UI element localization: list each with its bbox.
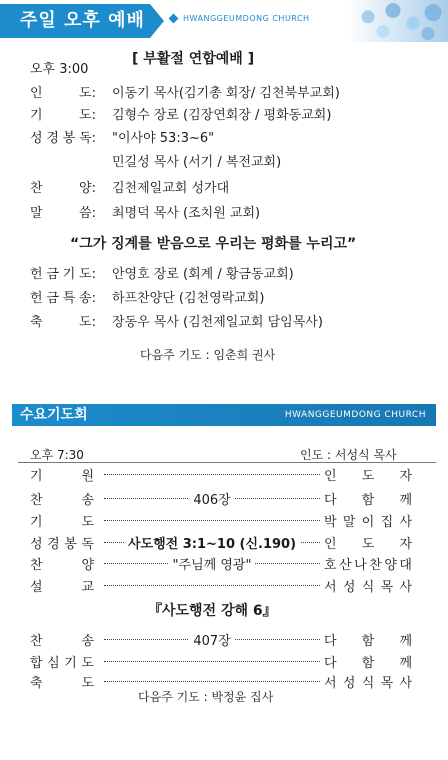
value-char: 함 <box>361 634 375 649</box>
label-char: 경 <box>46 131 59 146</box>
order-row-detail <box>104 630 320 649</box>
label-char: 교 <box>81 580 94 595</box>
label-char: 찬 <box>30 634 43 649</box>
value-char: 목 <box>380 580 394 595</box>
order-row-value <box>324 465 412 484</box>
order-row <box>30 533 412 551</box>
order-row-detail-text: 406장 <box>189 493 234 508</box>
label-char: 기 <box>62 267 76 282</box>
sunday-time: 오후 3:00 <box>30 62 89 77</box>
order-row-value <box>324 630 412 649</box>
value-char: 찬 <box>369 558 382 573</box>
label-char: 합 <box>30 656 43 671</box>
value-char: 께 <box>399 634 412 649</box>
order-row-value <box>324 533 412 552</box>
service-row-label <box>30 202 96 221</box>
order-row-value <box>324 672 412 691</box>
label-char: 도: <box>79 108 96 123</box>
order-row-label <box>30 672 94 691</box>
service-row <box>30 287 430 307</box>
label-char: 헌 <box>30 291 43 306</box>
order-row-detail-text: 사도행전 3:1~10 (신.190) <box>124 537 300 552</box>
value-char: 성 <box>342 676 356 691</box>
order-row-detail <box>104 533 320 552</box>
value-char: 도 <box>361 469 375 484</box>
label-char: 성 <box>30 131 43 146</box>
label-char: 씀: <box>79 206 96 221</box>
service-row-label <box>30 104 96 123</box>
service-row-label <box>30 82 96 101</box>
order-row-label <box>30 489 94 508</box>
value-char: 식 <box>361 580 375 595</box>
order-row <box>30 511 412 529</box>
value-char: 함 <box>361 493 375 508</box>
wednesday-divider <box>18 462 436 463</box>
order-row-value <box>324 511 412 530</box>
order-row-detail <box>104 554 320 573</box>
order-row-label <box>30 554 94 573</box>
label-char: 도: <box>79 267 96 282</box>
sunday-event-title: [ 부활절 연합예배 ] <box>132 51 255 67</box>
service-row <box>30 127 430 147</box>
label-char: 양: <box>79 181 96 196</box>
service-row-text: 민길성 목사 (서기 / 복전교회) <box>112 155 282 170</box>
service-row-text: 김천제일교회 성가대 <box>112 181 230 196</box>
value-char: 목 <box>380 676 394 691</box>
order-row-label <box>30 533 94 552</box>
wednesday-sermon-title: 『사도행전 강해 6』 <box>148 603 277 619</box>
value-char: 이 <box>361 515 375 530</box>
dotted-leader <box>104 661 320 662</box>
sunday-sermon-title: “그가 징계를 받음으로 우리는 평화를 누리고” <box>70 236 357 252</box>
order-row-value <box>324 652 412 671</box>
label-char: 원 <box>81 469 94 484</box>
value-char: 사 <box>399 580 412 595</box>
label-char: 찬 <box>30 493 43 508</box>
wednesday-leader: 인도 : 서성식 목사 <box>300 448 397 462</box>
service-row <box>30 104 430 124</box>
service-row-label <box>30 287 96 306</box>
label-char: 봉 <box>64 537 77 552</box>
label-char: 찬 <box>30 181 43 196</box>
value-char: 산 <box>339 558 352 573</box>
label-char: 기 <box>30 469 43 484</box>
service-row-text: 장동우 목사 (김천제일교회 담임목사) <box>112 315 323 330</box>
label-char: 도: <box>79 315 96 330</box>
order-row-value <box>324 489 412 508</box>
diamond-logo-icon <box>169 14 179 24</box>
service-row <box>30 311 430 331</box>
order-row <box>30 554 412 572</box>
service-row-text: 이동기 목사(김기총 회장/ 김천북부교회) <box>112 86 340 101</box>
service-row-text: 하프찬양단 (김천영락교회) <box>112 291 265 306</box>
order-row-detail-text: 407장 <box>189 634 234 649</box>
label-char: 설 <box>30 580 43 595</box>
value-char: 성 <box>342 580 356 595</box>
sunday-section-title: 주일 오후 예배 <box>0 4 150 38</box>
label-char: 도 <box>81 515 94 530</box>
label-char: 금 <box>46 291 59 306</box>
value-char: 자 <box>399 537 412 552</box>
value-char: 도 <box>361 537 375 552</box>
value-char: 께 <box>399 656 412 671</box>
order-row-label <box>30 630 94 649</box>
value-char: 인 <box>324 469 337 484</box>
wednesday-header-bar <box>12 404 436 426</box>
sunday-next-prayer: 다음주 기도 : 임춘희 권사 <box>140 348 276 362</box>
value-char: 인 <box>324 537 337 552</box>
label-char: 인 <box>30 86 43 101</box>
value-char: 사 <box>399 515 412 530</box>
value-char: 호 <box>324 558 337 573</box>
label-char: 봉 <box>62 131 76 146</box>
service-row-text: 최명덕 목사 (조치원 교회) <box>112 206 261 221</box>
label-char: 송 <box>81 634 94 649</box>
value-char: 양 <box>384 558 397 573</box>
order-row-detail <box>104 489 320 508</box>
value-char: 사 <box>399 676 412 691</box>
dotted-leader <box>104 520 320 521</box>
value-char: 나 <box>354 558 367 573</box>
value-char: 식 <box>361 676 375 691</box>
value-char: 박 <box>324 515 337 530</box>
value-char: 서 <box>324 676 337 691</box>
label-char: 말 <box>30 206 43 221</box>
service-row-label <box>30 127 96 146</box>
label-char: 축 <box>30 315 43 330</box>
value-char: 다 <box>324 634 337 649</box>
order-row <box>30 465 412 483</box>
label-char: 기 <box>30 108 43 123</box>
service-row-text: 안영호 장로 (회계 / 황금동교회) <box>112 267 294 282</box>
label-char: 찬 <box>30 558 43 573</box>
order-row-detail-text: "주님께 영광" <box>169 558 256 573</box>
order-row-label <box>30 576 94 595</box>
order-row-label <box>30 511 94 530</box>
label-char: 기 <box>30 515 43 530</box>
value-char: 께 <box>399 493 412 508</box>
wednesday-time: 오후 7:30 <box>30 448 84 462</box>
order-row <box>30 630 412 648</box>
hydrangea-decoration-image <box>348 0 448 42</box>
church-name: HWANGGEUMDONG CHURCH <box>183 14 310 23</box>
dotted-leader <box>104 681 320 682</box>
order-row-value <box>324 576 412 595</box>
label-char: 독: <box>79 131 96 146</box>
label-char: 경 <box>47 537 60 552</box>
label-char: 도: <box>79 86 96 101</box>
wednesday-next-prayer: 다음주 기도 : 박정윤 집사 <box>138 690 274 704</box>
value-char: 대 <box>399 558 412 573</box>
label-char: 기 <box>64 656 77 671</box>
service-row-label <box>30 263 96 282</box>
value-char: 서 <box>324 580 337 595</box>
dotted-leader <box>104 474 320 475</box>
service-row-text: 김형수 장로 (김장연회장 / 평화동교회) <box>112 108 332 123</box>
service-row <box>30 263 430 283</box>
value-char: 함 <box>361 656 375 671</box>
label-char: 독 <box>81 537 94 552</box>
label-char: 송: <box>79 291 96 306</box>
label-char: 축 <box>30 676 43 691</box>
label-char: 금 <box>46 267 59 282</box>
dotted-leader <box>104 585 320 586</box>
service-row <box>30 82 430 102</box>
value-char: 다 <box>324 656 337 671</box>
order-row <box>30 489 412 507</box>
label-char: 도 <box>81 656 94 671</box>
label-char: 심 <box>47 656 60 671</box>
service-row <box>30 177 430 197</box>
service-row-label <box>30 177 96 196</box>
label-char: 양 <box>81 558 94 573</box>
order-row-value <box>324 554 412 573</box>
value-char: 말 <box>342 515 356 530</box>
service-row <box>30 151 430 171</box>
label-char: 헌 <box>30 267 43 282</box>
church-logo-text <box>170 14 310 23</box>
wednesday-church-name: HWANGGEUMDONG CHURCH <box>284 410 426 420</box>
label-char: 성 <box>30 537 43 552</box>
order-row-label <box>30 652 94 671</box>
sunday-header-bar <box>0 0 448 42</box>
value-char: 집 <box>380 515 394 530</box>
label-char: 송 <box>81 493 94 508</box>
wednesday-section-title: 수요기도회 <box>20 407 88 423</box>
value-char: 다 <box>324 493 337 508</box>
order-row-label <box>30 465 94 484</box>
service-row-text: "이사야 53:3~6" <box>112 131 215 146</box>
order-row <box>30 576 412 594</box>
value-char: 자 <box>399 469 412 484</box>
label-char: 특 <box>62 291 76 306</box>
service-row-label <box>30 311 96 330</box>
order-row <box>30 652 412 670</box>
service-row <box>30 202 430 222</box>
label-char: 도 <box>81 676 94 691</box>
